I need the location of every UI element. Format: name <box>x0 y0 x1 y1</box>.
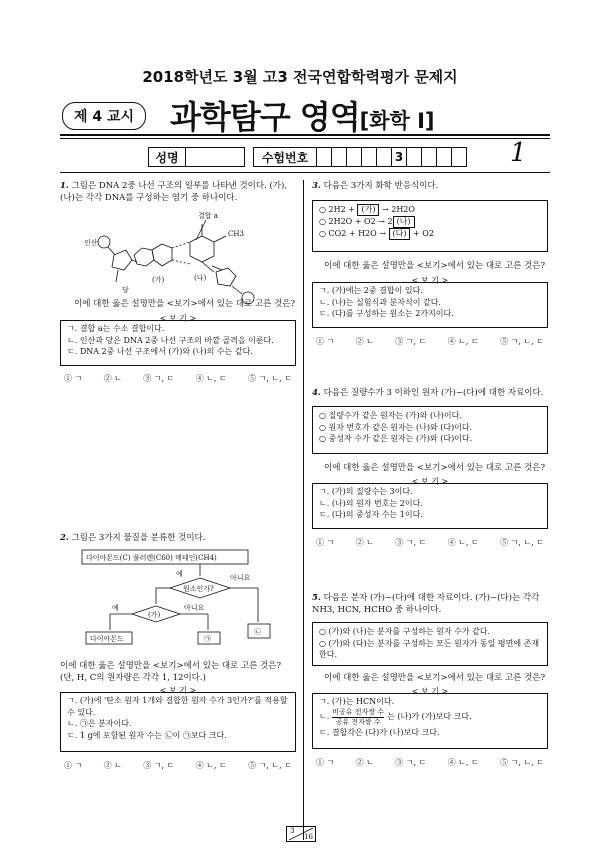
q4-bogi-item: ㄴ. (나)의 원자 번호는 2이다. <box>319 498 423 508</box>
q5-item: ○ (가)와 (다)는 분자를 구성하는 모든 원자가 동일 평면에 존재한다. <box>319 638 540 659</box>
q2-choice-4[interactable]: ④ ㄴ, ㄷ <box>195 761 227 770</box>
q2-bogi-item: ㄴ. ㉠은 분자이다. <box>67 719 132 728</box>
page-number-large: 1 <box>510 138 527 168</box>
q2-bogi-item: ㄱ. (가)에 '탄소 원자 1개와 결합한 원자 수가 3인가?'를 적용할 수 있다. <box>67 696 288 717</box>
q4-bogi-item: ㄷ. (다)의 중성자 수는 1이다. <box>319 510 423 519</box>
q1-choice-5[interactable]: ⑤ ㄱ, ㄴ, ㄷ <box>248 374 292 383</box>
q4-choice-5[interactable]: ⑤ ㄱ, ㄴ, ㄷ <box>500 538 544 547</box>
name-field[interactable] <box>186 147 245 167</box>
q3-choice-1[interactable]: ① ㄱ <box>316 337 335 346</box>
q4-choice-3[interactable]: ③ ㄱ, ㄷ <box>395 538 427 547</box>
exam-title: 2018학년도 3월 고3 전국연합학력평가 문제지 <box>142 68 458 86</box>
q5-choices <box>316 757 544 768</box>
q4-item: ○ 중성자 수가 같은 원자는 (가)와 (다)이다. <box>319 434 473 443</box>
fig-ga-label: (가) <box>152 276 165 284</box>
exam-no-cell[interactable] <box>437 147 452 167</box>
q4-item: ○ 원자 번호가 같은 원자는 (나)와 (다)이다. <box>319 422 473 432</box>
subject-sub: [화학 Ⅰ] <box>359 109 435 133</box>
fig-decision-1: 원소인가? <box>183 585 214 593</box>
q1-bogi-box <box>60 320 296 366</box>
page-counter <box>286 826 316 842</box>
fig-no-2: 아니요 <box>184 604 205 612</box>
q3-bogi-box <box>312 282 548 328</box>
q2-choice-5[interactable]: ⑤ ㄱ, ㄴ, ㄷ <box>248 761 292 770</box>
exam-no-label: 수험번호 <box>253 147 317 167</box>
q5-bogi-item: ㄷ. 결합각은 (다)가 (나)보다 크다. <box>319 727 440 737</box>
q1-choice-3[interactable]: ③ ㄱ, ㄷ <box>143 374 175 383</box>
subject-main: 과학탐구 영역 <box>170 98 360 136</box>
q2-choices <box>64 760 292 771</box>
q4-bogi-label: < 보 기 > <box>411 477 449 486</box>
q5-data-box <box>312 622 548 666</box>
q4-choice-2[interactable]: ② ㄴ <box>355 538 374 547</box>
q3-equation-2: ○ 2H2O + O2 → 2 (나) <box>319 216 541 228</box>
q2-bogi-item: ㄷ. 1 g에 포함된 원자 수는 ㉡이 ㉠보다 크다. <box>67 730 227 740</box>
q5-item: ○ (가)와 (나)는 분자를 구성하는 원자 수가 같다. <box>319 627 491 636</box>
q3-equation-3: ○ CO2 + H2O → (다) + O2 <box>319 229 434 238</box>
question-4-ask: 이에 대한 옳은 설명만을 <보기>에서 있는 대로 고른 것은? <box>324 463 546 473</box>
exam-no-cell[interactable] <box>377 147 392 167</box>
exam-no-cell[interactable] <box>407 147 422 167</box>
name-label: 성명 <box>148 147 186 167</box>
exam-no-digit: 3 <box>392 147 407 167</box>
q2-choice-3[interactable]: ③ ㄱ, ㄷ <box>143 761 175 770</box>
question-5-ask: 이에 대한 옳은 설명만을 <보기>에서 있는 대로 고른 것은? <box>324 673 546 683</box>
fig-yes-2: 예 <box>112 604 119 612</box>
page-current: 3 <box>290 827 295 835</box>
q3-bogi-item: ㄱ. (가)에는 2중 결합이 있다. <box>319 286 423 295</box>
fig-yes-1: 예 <box>176 570 183 578</box>
fig-ch3-label: CH3 <box>228 230 244 238</box>
question-3-stem: 3. 다음은 3가지 화학 반응식이다. <box>312 181 439 191</box>
exam-no-cell[interactable] <box>422 147 437 167</box>
q5-bogi-item-fraction: ㄴ. 비공유 전자쌍 수 공유 전자쌍 수 는 (나)가 (가)보다 크다. <box>319 707 472 726</box>
q5-choice-3[interactable]: ③ ㄱ, ㄷ <box>395 758 427 767</box>
q5-bogi-box <box>312 693 548 749</box>
content-top-rule <box>60 172 550 173</box>
fig-bond-a-label: 결합 a <box>198 212 218 220</box>
q1-choice-1[interactable]: ① ㄱ <box>64 374 83 383</box>
q2-bogi-label: < 보 기 > <box>159 686 197 695</box>
q3-bogi-item: ㄷ. (다)를 구성하는 원소는 2가지이다. <box>319 309 454 318</box>
header-rule-thin <box>60 138 550 139</box>
q5-choice-2[interactable]: ② ㄴ <box>355 758 374 767</box>
fig-leaf-diamond: 다이아몬드 <box>90 635 124 643</box>
question-1-ask: 이에 대한 옳은 설명만을 <보기>에서 있는 대로 고른 것은? <box>74 299 296 309</box>
fig-sugar-label: 당 <box>122 286 129 294</box>
fig-leaf-a: ㉠ <box>204 635 211 643</box>
question-4-stem: 4. 다음은 질량수가 3 이하인 원자 (가)~(다)에 대한 자료이다. <box>312 388 544 398</box>
exam-no-cell[interactable] <box>347 147 362 167</box>
q4-choice-1[interactable]: ① ㄱ <box>316 538 335 547</box>
fig-no-1: 아니요 <box>230 574 251 582</box>
q5-choice-5[interactable]: ⑤ ㄱ, ㄴ, ㄷ <box>500 758 544 767</box>
page-total: 16 <box>304 833 313 841</box>
q3-equation-1: ○ 2H2 + (가) → 2H2O <box>319 205 415 214</box>
fig-leaf-b: ㉡ <box>254 628 261 636</box>
q3-equation-box <box>312 200 548 252</box>
fraction-numerator: 비공유 전자쌍 수 <box>332 707 385 716</box>
q1-bogi-item: ㄴ. 인산과 당은 DNA 2중 나선 구조의 바깥 골격을 이룬다. <box>67 335 274 345</box>
fig-decision-2: (가) <box>148 611 161 619</box>
fig-phosphate-label: 인산 <box>84 239 98 247</box>
q1-choices <box>64 373 292 384</box>
q1-bogi-item: ㄷ. DNA 2중 나선 구조에서 (가)와 (나)의 수는 같다. <box>67 347 253 356</box>
question-1-stem: 1. 그림은 DNA 2중 나선 구조의 일부를 나타낸 것이다. (가), (나)는 각각 DNA를 구성하는 염기 중 하나이다. <box>60 181 288 203</box>
q4-bogi-item: ㄱ. (가)의 질량수는 3이다. <box>319 487 413 496</box>
q1-bogi-item: ㄱ. 결합 a는 수소 결합이다. <box>67 324 165 333</box>
q4-data-box <box>312 406 548 454</box>
session-badge: 제 4 교시 <box>62 102 146 130</box>
q4-choice-4[interactable]: ④ ㄴ, ㄷ <box>447 538 479 547</box>
exam-no-cell[interactable] <box>452 147 467 167</box>
info-row <box>148 147 467 167</box>
q5-choice-1[interactable]: ① ㄱ <box>316 758 335 767</box>
q3-choice-2[interactable]: ② ㄴ <box>355 337 374 346</box>
fig-na-label: (나) <box>194 274 207 282</box>
fraction-denominator: 공유 전자쌍 수 <box>335 717 381 726</box>
column-divider <box>303 180 304 840</box>
q3-choice-3[interactable]: ③ ㄱ, ㄷ <box>395 337 427 346</box>
classification-figure <box>80 548 290 648</box>
q2-bogi-box <box>60 692 296 752</box>
q1-choice-2[interactable]: ② ㄴ <box>103 374 122 383</box>
subject-title <box>170 92 435 138</box>
fig-top-substances: 다이아몬드(C) 풀러렌(C60) 메테인(CH4) <box>86 554 217 562</box>
q4-bogi-box <box>312 483 548 529</box>
question-2-ask: 이에 대한 옳은 설명만을 <보기>에서 있는 대로 고른 것은? (단, H, C의 원자량은 각각 1, 12이다.) <box>60 661 282 683</box>
q1-choice-4[interactable]: ④ ㄴ, ㄷ <box>195 374 227 383</box>
q2-choice-1[interactable]: ① ㄱ <box>64 761 83 770</box>
exam-no-cell[interactable] <box>317 147 332 167</box>
q2-choice-2[interactable]: ② ㄴ <box>103 761 122 770</box>
q5-bogi-item: ㄱ. (가)는 HCN이다. <box>319 697 395 706</box>
exam-no-cell[interactable] <box>332 147 347 167</box>
q3-choice-5[interactable]: ⑤ ㄱ, ㄴ, ㄷ <box>500 337 544 346</box>
question-3-ask: 이에 대한 옳은 설명만을 <보기>에서 있는 대로 고른 것은? <box>324 261 546 271</box>
q5-choice-4[interactable]: ④ ㄴ, ㄷ <box>447 758 479 767</box>
question-5-stem: 5. 다음은 분자 (가)~(다)에 대한 자료이다. (가)~(다)는 각각 NH3, HCN, HCHO 중 하나이다. <box>312 593 540 615</box>
question-2-stem: 2. 그림은 3가지 물질을 분류한 것이다. <box>60 533 206 543</box>
q1-bogi-label: < 보 기 > <box>159 314 197 323</box>
dna-structure-figure <box>82 210 282 310</box>
header-rule <box>60 134 550 136</box>
q3-choice-4[interactable]: ④ ㄴ, ㄷ <box>447 337 479 346</box>
exam-no-cell[interactable] <box>362 147 377 167</box>
q3-bogi-label: < 보 기 > <box>411 276 449 285</box>
q4-item: ○ 질량수가 같은 원자는 (가)와 (나)이다. <box>319 411 462 420</box>
q3-bogi-item: ㄴ. (나)는 실험식과 분자식이 같다. <box>319 297 441 307</box>
q3-choices <box>316 336 544 347</box>
q5-bogi-label: < 보 기 > <box>411 687 449 696</box>
q4-choices <box>316 537 544 548</box>
